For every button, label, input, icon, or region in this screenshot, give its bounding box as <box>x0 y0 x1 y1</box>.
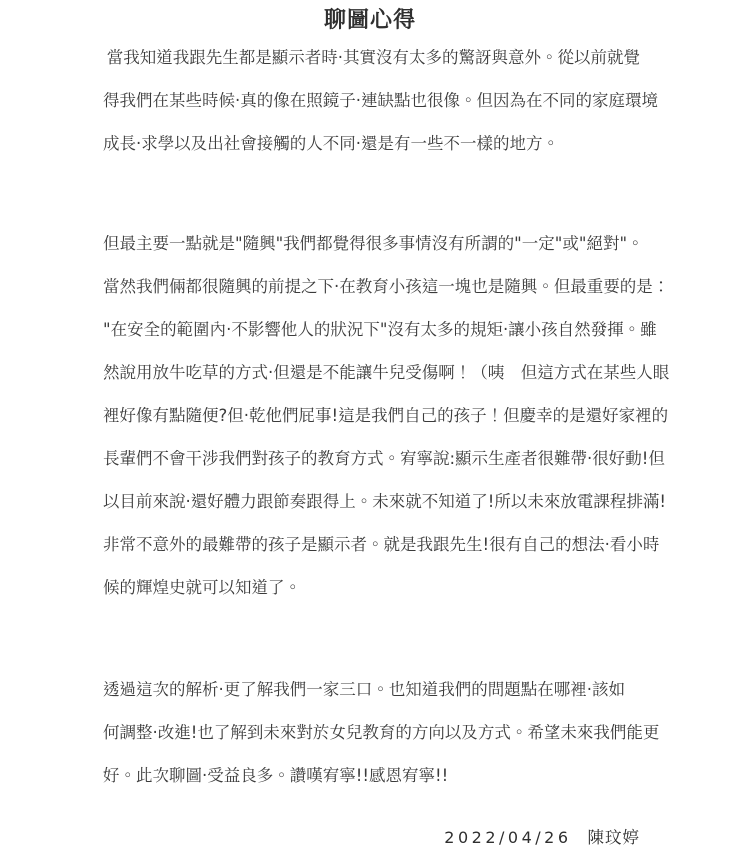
underlined-phrase: "在安全的範圍內‧不影響他人的狀況下" <box>103 320 388 339</box>
signature-name: 陳玟婷 <box>587 828 640 847</box>
paragraph-2 <box>103 222 670 609</box>
paragraph-1 <box>103 36 658 165</box>
signature-date: 2022/04/26 <box>444 828 572 847</box>
paragraph-3 <box>103 668 660 797</box>
paragraph-2-line-8: 非常不意外的最難帶的孩子是顯示者。就是我跟先生!很有自己的想法‧看小時 <box>103 535 660 554</box>
line-text: 但最主要一點就是"隨興"我們都覺得很多事情沒有所謂的"一定"或"絕對"。 <box>103 234 644 253</box>
paragraph-2-line-2: 當然我們倆都很隨興的前提之下‧在教育小孩這一塊也是隨興。但最重要的是： <box>103 277 670 296</box>
paragraph-2-line-3-underlined <box>103 308 657 351</box>
paragraph-1-line-3: 成長‧求學以及出社會接觸的人不同‧還是有一些不一樣的地方。 <box>103 134 559 153</box>
signature-block <box>103 824 640 848</box>
line-text: 當我知道我跟先生都是顯示者時‧其實沒有太多的驚訝與意外。從以前就覺 <box>106 48 640 67</box>
paragraph-3-line-3: 好。此次聊圖‧受益良多。讚嘆宥寧!!感恩宥寧!! <box>103 766 449 785</box>
paragraph-3-line-1 <box>103 668 640 711</box>
paragraph-2-line-1 <box>103 222 644 265</box>
line-text: 透過這次的解析‧更了解我們一家三口。也知道我們的問題點在哪裡‧該如 <box>103 680 625 699</box>
line-text-remainder: 沒有太多的規矩‧讓小孩自然發揮。雖 <box>387 320 657 339</box>
paragraph-1-line-2: 得我們在某些時候‧真的像在照鏡子‧連缺點也很像。但因為在不同的家庭環境 <box>103 91 658 110</box>
page-title: 聊圖心得 <box>323 8 416 33</box>
paragraph-3-line-2: 何調整‧改進!也了解到未來對於女兒教育的方向以及方式。希望未來我們能更 <box>103 723 660 742</box>
paragraph-2-line-6: 長輩們不會干涉我們對孩子的教育方式。宥寧說:顯示生產者很難帶‧很好動!但 <box>103 449 665 468</box>
paragraph-2-line-9: 候的輝煌史就可以知道了。 <box>103 578 301 597</box>
paragraph-2-line-4: 然說用放牛吃草的方式‧但還是不能讓牛兒受傷啊！（咦 但這方式在某些人眼 <box>103 363 670 382</box>
paragraph-1-line-1 <box>103 36 640 79</box>
paragraph-2-line-5: 裡好像有點隨便?但‧乾他們屁事!這是我們自己的孩子！但慶幸的是還好家裡的 <box>103 406 669 425</box>
paragraph-2-line-7: 以目前來說‧還好體力跟節奏跟得上。未來就不知道了!所以未來放電課程排滿! <box>103 492 666 511</box>
